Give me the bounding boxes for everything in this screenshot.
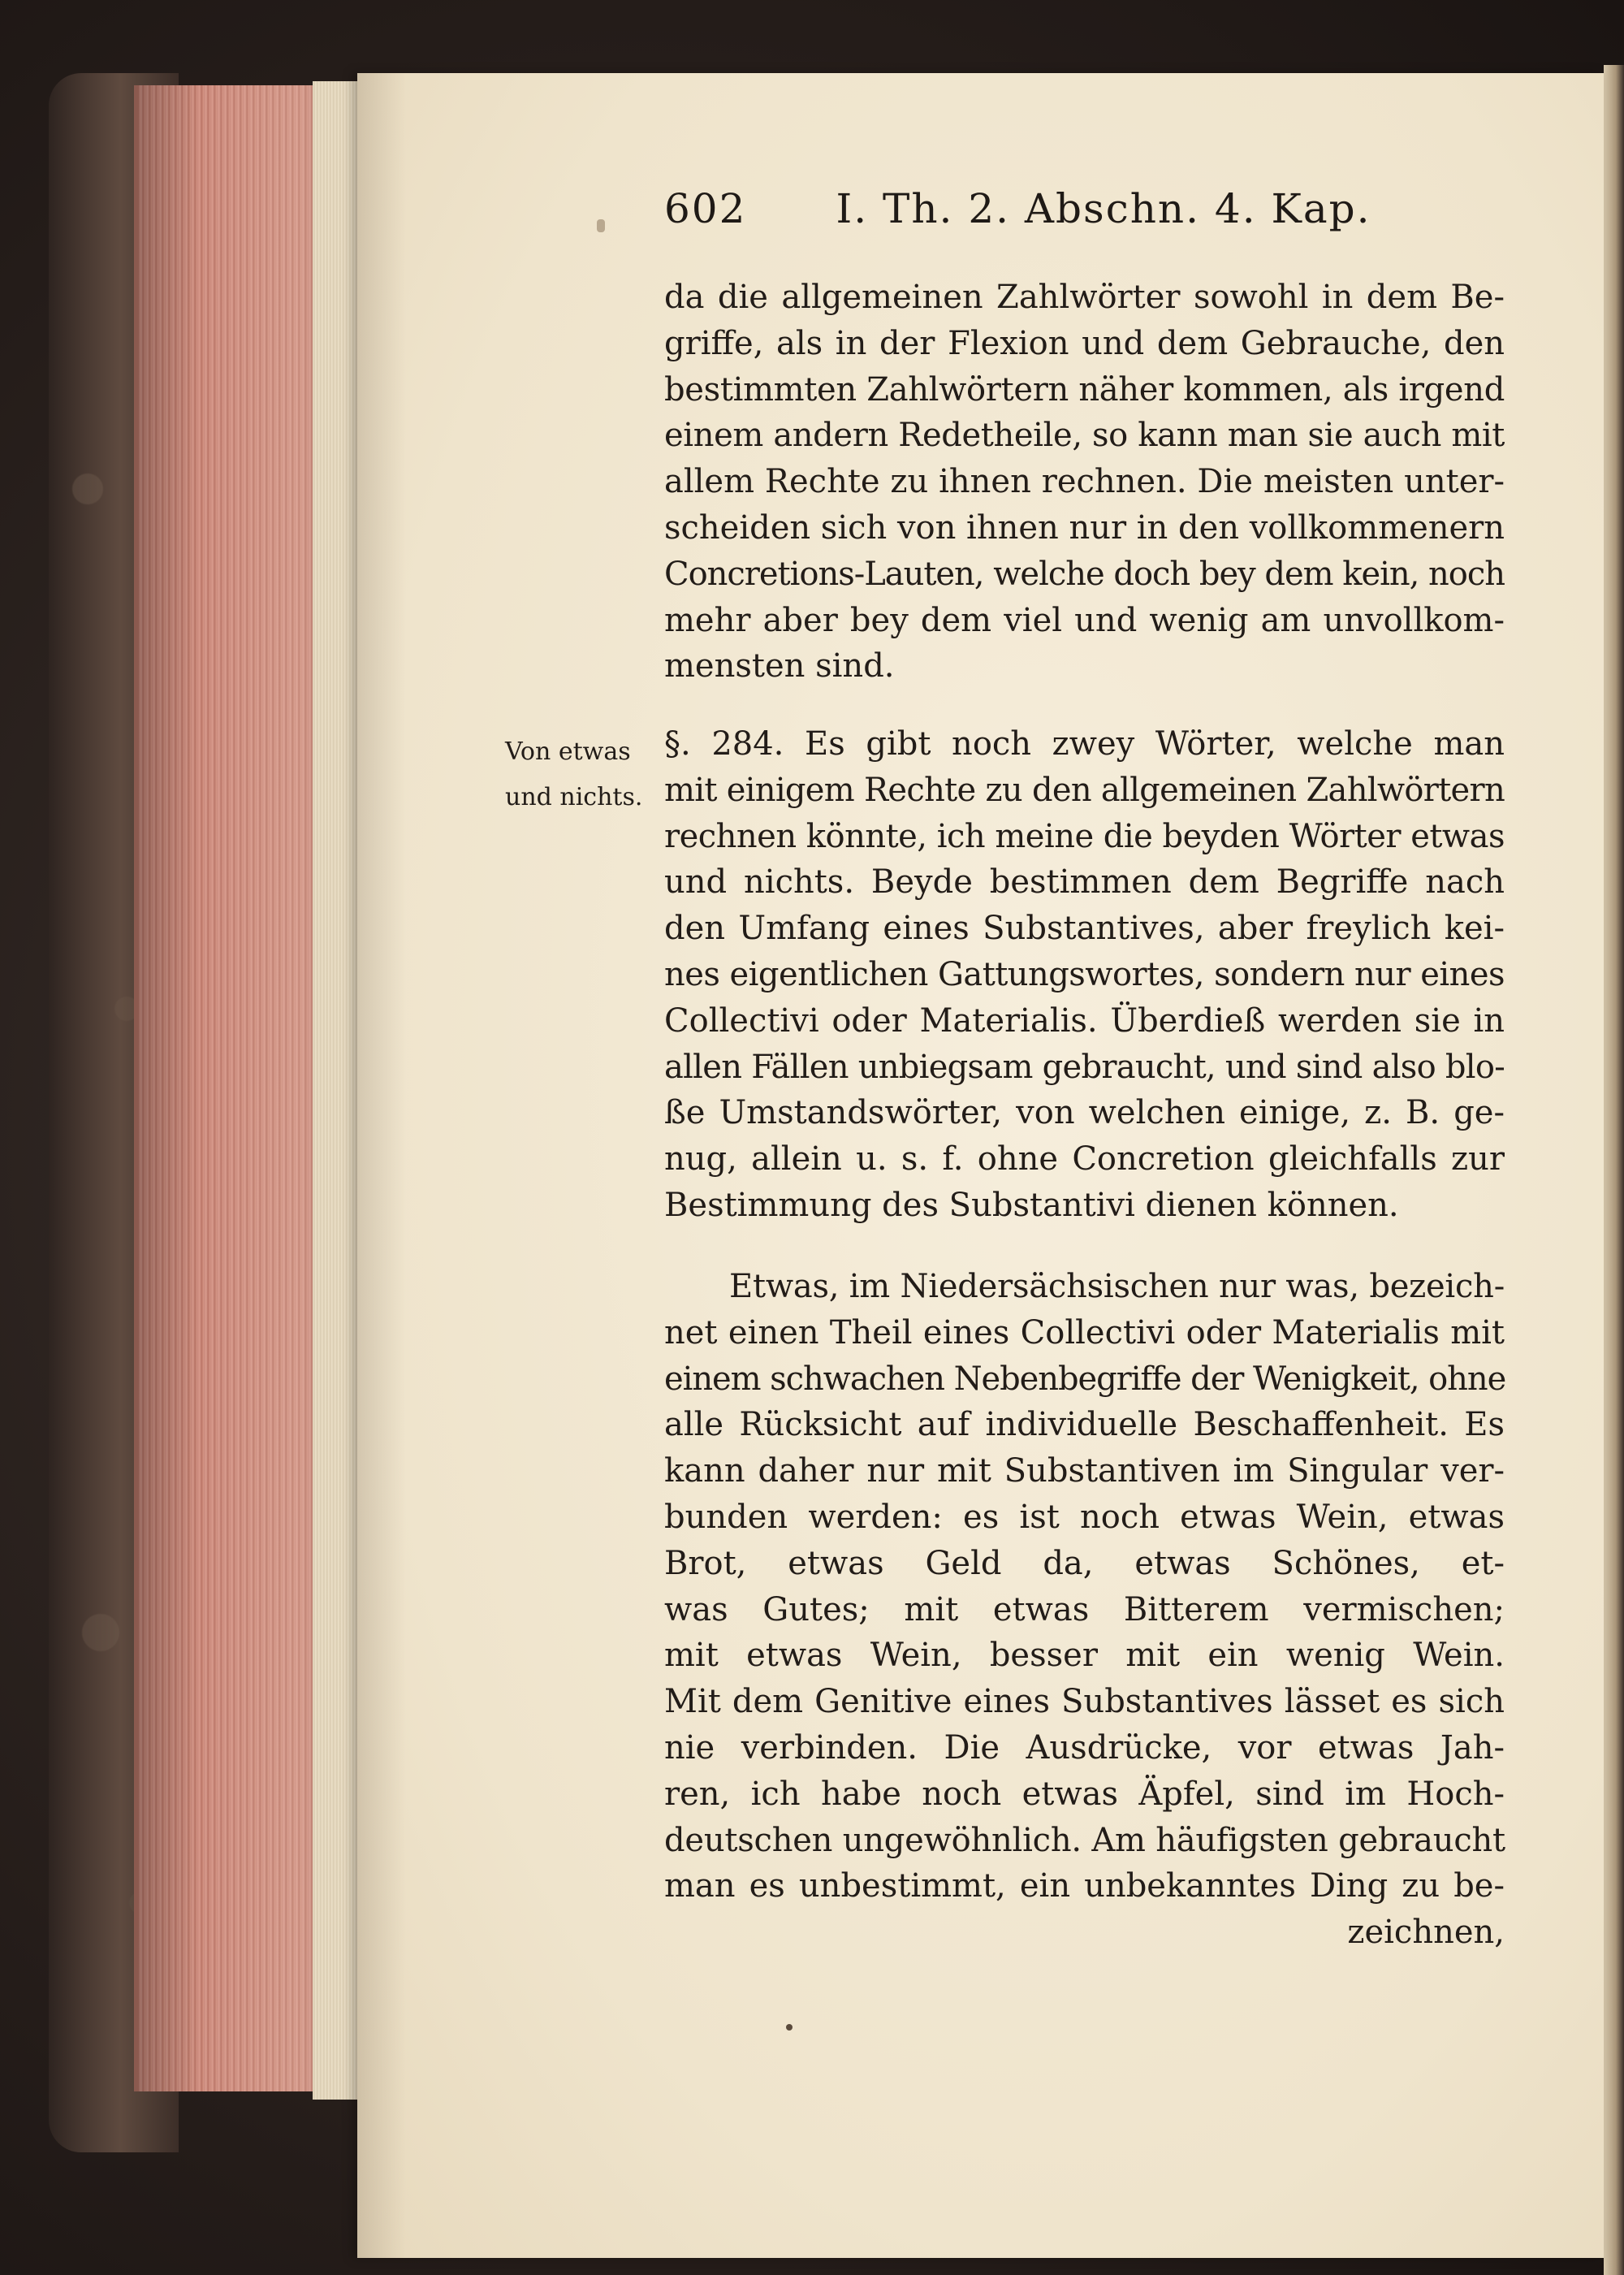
text-line: Bestimmung des Substantivi dienen können. xyxy=(664,1186,1399,1224)
text-line: allem Rechte zu ihnen rechnen. Die meisten unter- xyxy=(664,463,1505,501)
text-line: nie verbinden. Die Ausdrücke, vor etwas Jah- xyxy=(664,1728,1505,1767)
page-number: 602 xyxy=(664,185,747,232)
marginal-note-line: Von etwas xyxy=(505,737,631,766)
marginal-note xyxy=(505,729,642,820)
text-line: scheiden sich von ihnen nur in den vollkommenern xyxy=(664,508,1505,547)
gutter-shadow xyxy=(357,73,406,2258)
text-line: einem schwachen Nebenbegriffe der Wenigkeit, ohne xyxy=(664,1360,1506,1398)
text-line: rechnen könnte, ich meine die beyden Wörter etwas xyxy=(664,817,1505,855)
catchword: zeichnen, xyxy=(1347,1914,1505,1952)
text-line: bestimmten Zahlwörtern näher kommen, als irgend xyxy=(664,370,1505,409)
paper-blemish xyxy=(597,219,605,232)
text-line: alle Rücksicht auf individuelle Beschaffenheit. Es xyxy=(664,1406,1505,1444)
text-line: mensten sind. xyxy=(664,647,895,686)
text-line: §. 284. Es gibt noch zwey Wörter, welche man xyxy=(664,725,1505,763)
text-line: Collectivi oder Materialis. Überdieß werden sie in xyxy=(664,1001,1505,1040)
text-line: net einen Theil eines Collectivi oder Materialis mit xyxy=(664,1313,1505,1352)
page-block-edges xyxy=(134,85,342,2091)
text-line: nug, allein u. s. f. ohne Concretion gleichfalls zur xyxy=(664,1140,1505,1179)
text-line: Etwas, im Niedersächsischen nur was, bezeich- xyxy=(729,1268,1505,1305)
ink-speck xyxy=(786,2024,793,2031)
page-right-edge xyxy=(1604,65,1624,2275)
text-line: den Umfang eines Substantives, aber freylich kei- xyxy=(664,910,1505,948)
text-line: bunden werden: es ist noch etwas Wein, etwas xyxy=(664,1498,1505,1536)
text-line: einem andern Redetheile, so kann man sie auch mit xyxy=(664,417,1505,455)
text-line: man es unbestimmt, ein unbekanntes Ding zu be- xyxy=(664,1867,1505,1905)
text-line: Mit dem Genitive eines Substantives lässet es sich xyxy=(664,1683,1505,1721)
text-line: ße Umstandswörter, von welchen einige, z. B. ge- xyxy=(664,1094,1505,1132)
text-line: was Gutes; mit etwas Bitterem vermischen; xyxy=(664,1590,1505,1628)
marginal-note-line: und nichts. xyxy=(505,783,643,811)
running-header xyxy=(664,185,1371,232)
text-line: mehr aber bey dem viel und wenig am unvollkom- xyxy=(664,601,1505,639)
text-line: da die allgemeinen Zahlwörter sowohl in dem Be- xyxy=(664,279,1505,316)
text-line: und nichts. Beyde bestimmen dem Begriffe nach xyxy=(664,863,1505,902)
paragraph-3 xyxy=(664,1264,1505,1956)
paragraph-1 xyxy=(664,275,1505,690)
text-line: Brot, etwas Geld da, etwas Schönes, et- xyxy=(664,1544,1505,1582)
running-title: I. Th. 2. Abschn. 4. Kap. xyxy=(836,185,1371,232)
text-line: nes eigentlichen Gattungswortes, sondern nur eines xyxy=(664,955,1505,993)
text-line: griffe, als in der Flexion und dem Gebrauche, den xyxy=(664,324,1505,362)
text-line: mit einigem Rechte zu den allgemeinen Zahlwörtern xyxy=(664,771,1505,809)
text-line: mit etwas Wein, besser mit ein wenig Wein. xyxy=(664,1637,1505,1675)
text-line: ren, ich habe noch etwas Äpfel, sind im Hoch- xyxy=(664,1775,1505,1813)
text-line: allen Fällen unbiegsam gebraucht, und sind also blo- xyxy=(664,1048,1505,1086)
text-line: kann daher nur mit Substantiven im Singular ver- xyxy=(664,1452,1505,1490)
text-line: deutschen ungewöhnlich. Am häufigsten gebraucht xyxy=(664,1821,1505,1859)
text-line: Concretions-Lauten, welche doch bey dem kein, noch xyxy=(664,555,1505,593)
paragraph-2 xyxy=(664,721,1505,1229)
